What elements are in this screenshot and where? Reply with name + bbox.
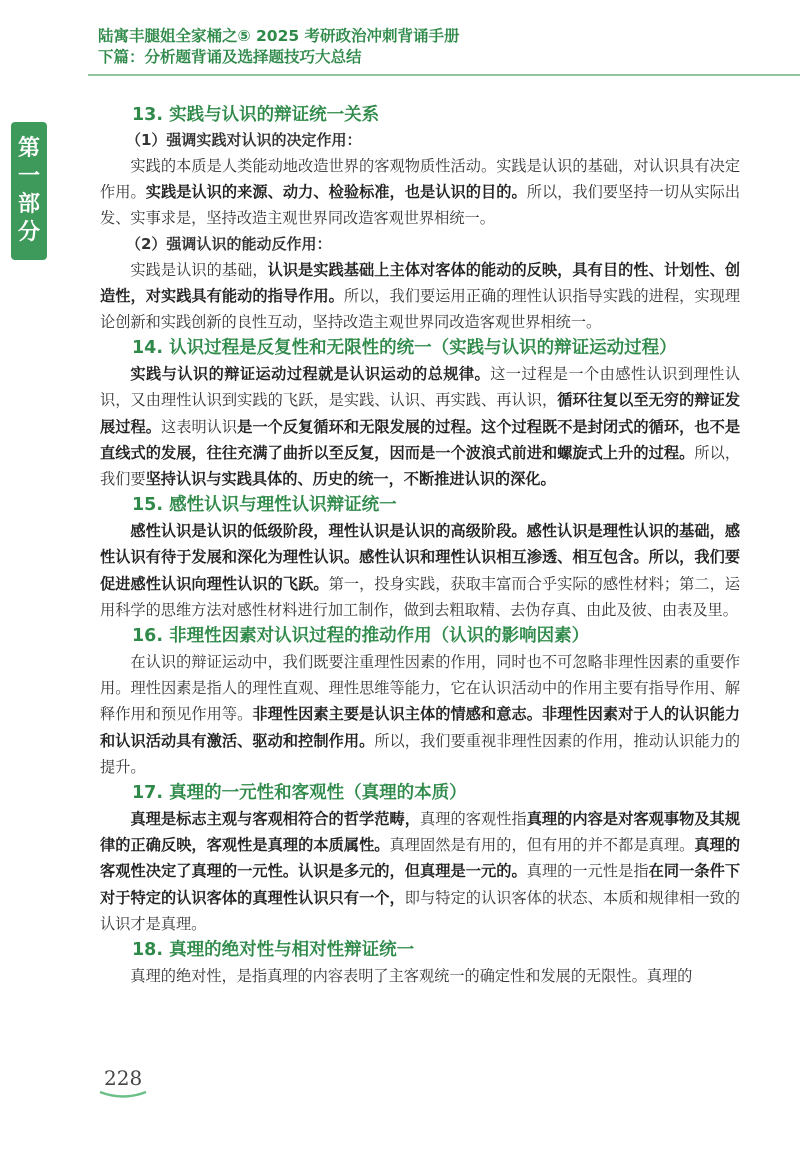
section-15-paragraph: 感性认识是认识的低级阶段，理性认识是认识的高级阶段。感性认识是理性认识的基础，感性认识有待于发展和深化为理性认识。感性认识和理性认识相互渗透、相互包含。所以，我们要促进感性认识向理性认识的飞跃。第一，投身实践，获取丰富而合乎实际的感性材料；第二，运用科学的思维方法对感性材料进行加工制作，做到去粗取精、去伪存真、由此及彼、由表及里。 bbox=[100, 522, 741, 619]
part-tab-char: 部 bbox=[17, 192, 40, 217]
section-16-paragraph: 在认识的辩证运动中，我们既要注重理性因素的作用，同时也不可忽略非理性因素的重要作用。理性因素是指人的理性直观、理性思维等能力，它在认识活动中的作用主要有指导作用、解释作用和预见作用等。非理性因素主要是认识主体的情感和意志。非理性因素对于人的认识能力和认识活动具有激活、驱动和控制作用。所以，我们要重视非理性因素的作用，推动认识能力的提升。 bbox=[100, 653, 741, 776]
page-number: 228 bbox=[104, 1066, 143, 1090]
section-13-title: 13. 实践与认识的辩证统一关系 bbox=[132, 105, 380, 125]
part-tab bbox=[11, 122, 47, 260]
section-17-paragraph: 真理是标志主观与客观相符合的哲学范畴，真理的客观性指真理的内容是对客观事物及其规律的正确反映，客观性是真理的本质属性。真理固然是有用的，但有用的并不都是真理。真理的客观性决定了真理的一元性。认识是多元的，但真理是一元的。真理的一元性是指在同一条件下对于特定的认识客体的真理性认识只有一个，即与特定的认识客体的状态、本质和规律相一致的认识才是真理。 bbox=[100, 810, 741, 933]
section-13-point-1: （1）强调实践对认识的决定作用： bbox=[126, 131, 362, 149]
page-body bbox=[100, 102, 740, 989]
header-book-title: 陆寓丰腿姐全家桶之⑤ 2025 考研政治冲刺背诵手册 bbox=[98, 27, 460, 45]
section-13-point-2: （2）强调认识的能动反作用： bbox=[126, 234, 332, 253]
section-16-title: 16. 非理性因素对认识过程的推动作用（认识的影响因素） bbox=[132, 626, 590, 647]
section-18-title: 18. 真理的绝对性与相对性辩证统一 bbox=[132, 940, 415, 961]
section-15-title: 15. 感性认识与理性认识辩证统一 bbox=[132, 495, 397, 516]
section-13-paragraph-1: 实践的本质是人类能动地改造世界的客观物质性活动。实践是认识的基础，对认识具有决定作用。实践是认识的来源、动力、检验标准，也是认识的目的。所以，我们要坚持一切从实际出发、实事求是，坚持改造主观世界同改造客观世界相统一。 bbox=[100, 157, 741, 228]
part-tab-char: 分 bbox=[17, 220, 40, 245]
page-number-swoosh bbox=[98, 1089, 148, 1101]
section-14-title: 14. 认识过程是反复性和无限性的统一（实践与认识的辩证运动过程） bbox=[132, 338, 677, 359]
running-header bbox=[98, 26, 460, 68]
section-18-paragraph: 真理的绝对性，是指真理的内容表明了主客观统一的确定性和发展的无限性。真理的 bbox=[130, 967, 693, 986]
section-14-paragraph: 实践与认识的辩证运动过程就是认识运动的总规律。这一过程是一个由感性认识到理性认识，又由理性认识到实践的飞跃，是实践、认识、再实践、再认识，循环往复以至无穷的辩证发展过程。这表明认识是一个反复循环和无限发展的过程。这个过程既不是封闭式的循环，也不是直线式的发展，往往充满了曲折以至反复，因而是一个波浪式前进和螺旋式上升的过程。所以，我们要坚持认识与实践具体的、历史的统一，不断推进认识的深化。 bbox=[100, 365, 741, 489]
part-tab-char: 一 bbox=[17, 164, 40, 189]
header-divider bbox=[88, 74, 800, 76]
section-17-title: 17. 真理的一元性和客观性（真理的本质） bbox=[132, 783, 467, 804]
header-section-title: 下篇：分析题背诵及选择题技巧大总结 bbox=[98, 48, 362, 66]
part-tab-char: 第 bbox=[17, 136, 40, 161]
section-13-paragraph-2: 实践是认识的基础，认识是实践基础上主体对客体的能动的反映，具有目的性、计划性、创造性，对实践具有能动的指导作用。所以，我们要运用正确的理性认识指导实践的进程，实现理论创新和实践创新的良性互动，坚持改造主观世界同改造客观世界相统一。 bbox=[100, 260, 741, 332]
